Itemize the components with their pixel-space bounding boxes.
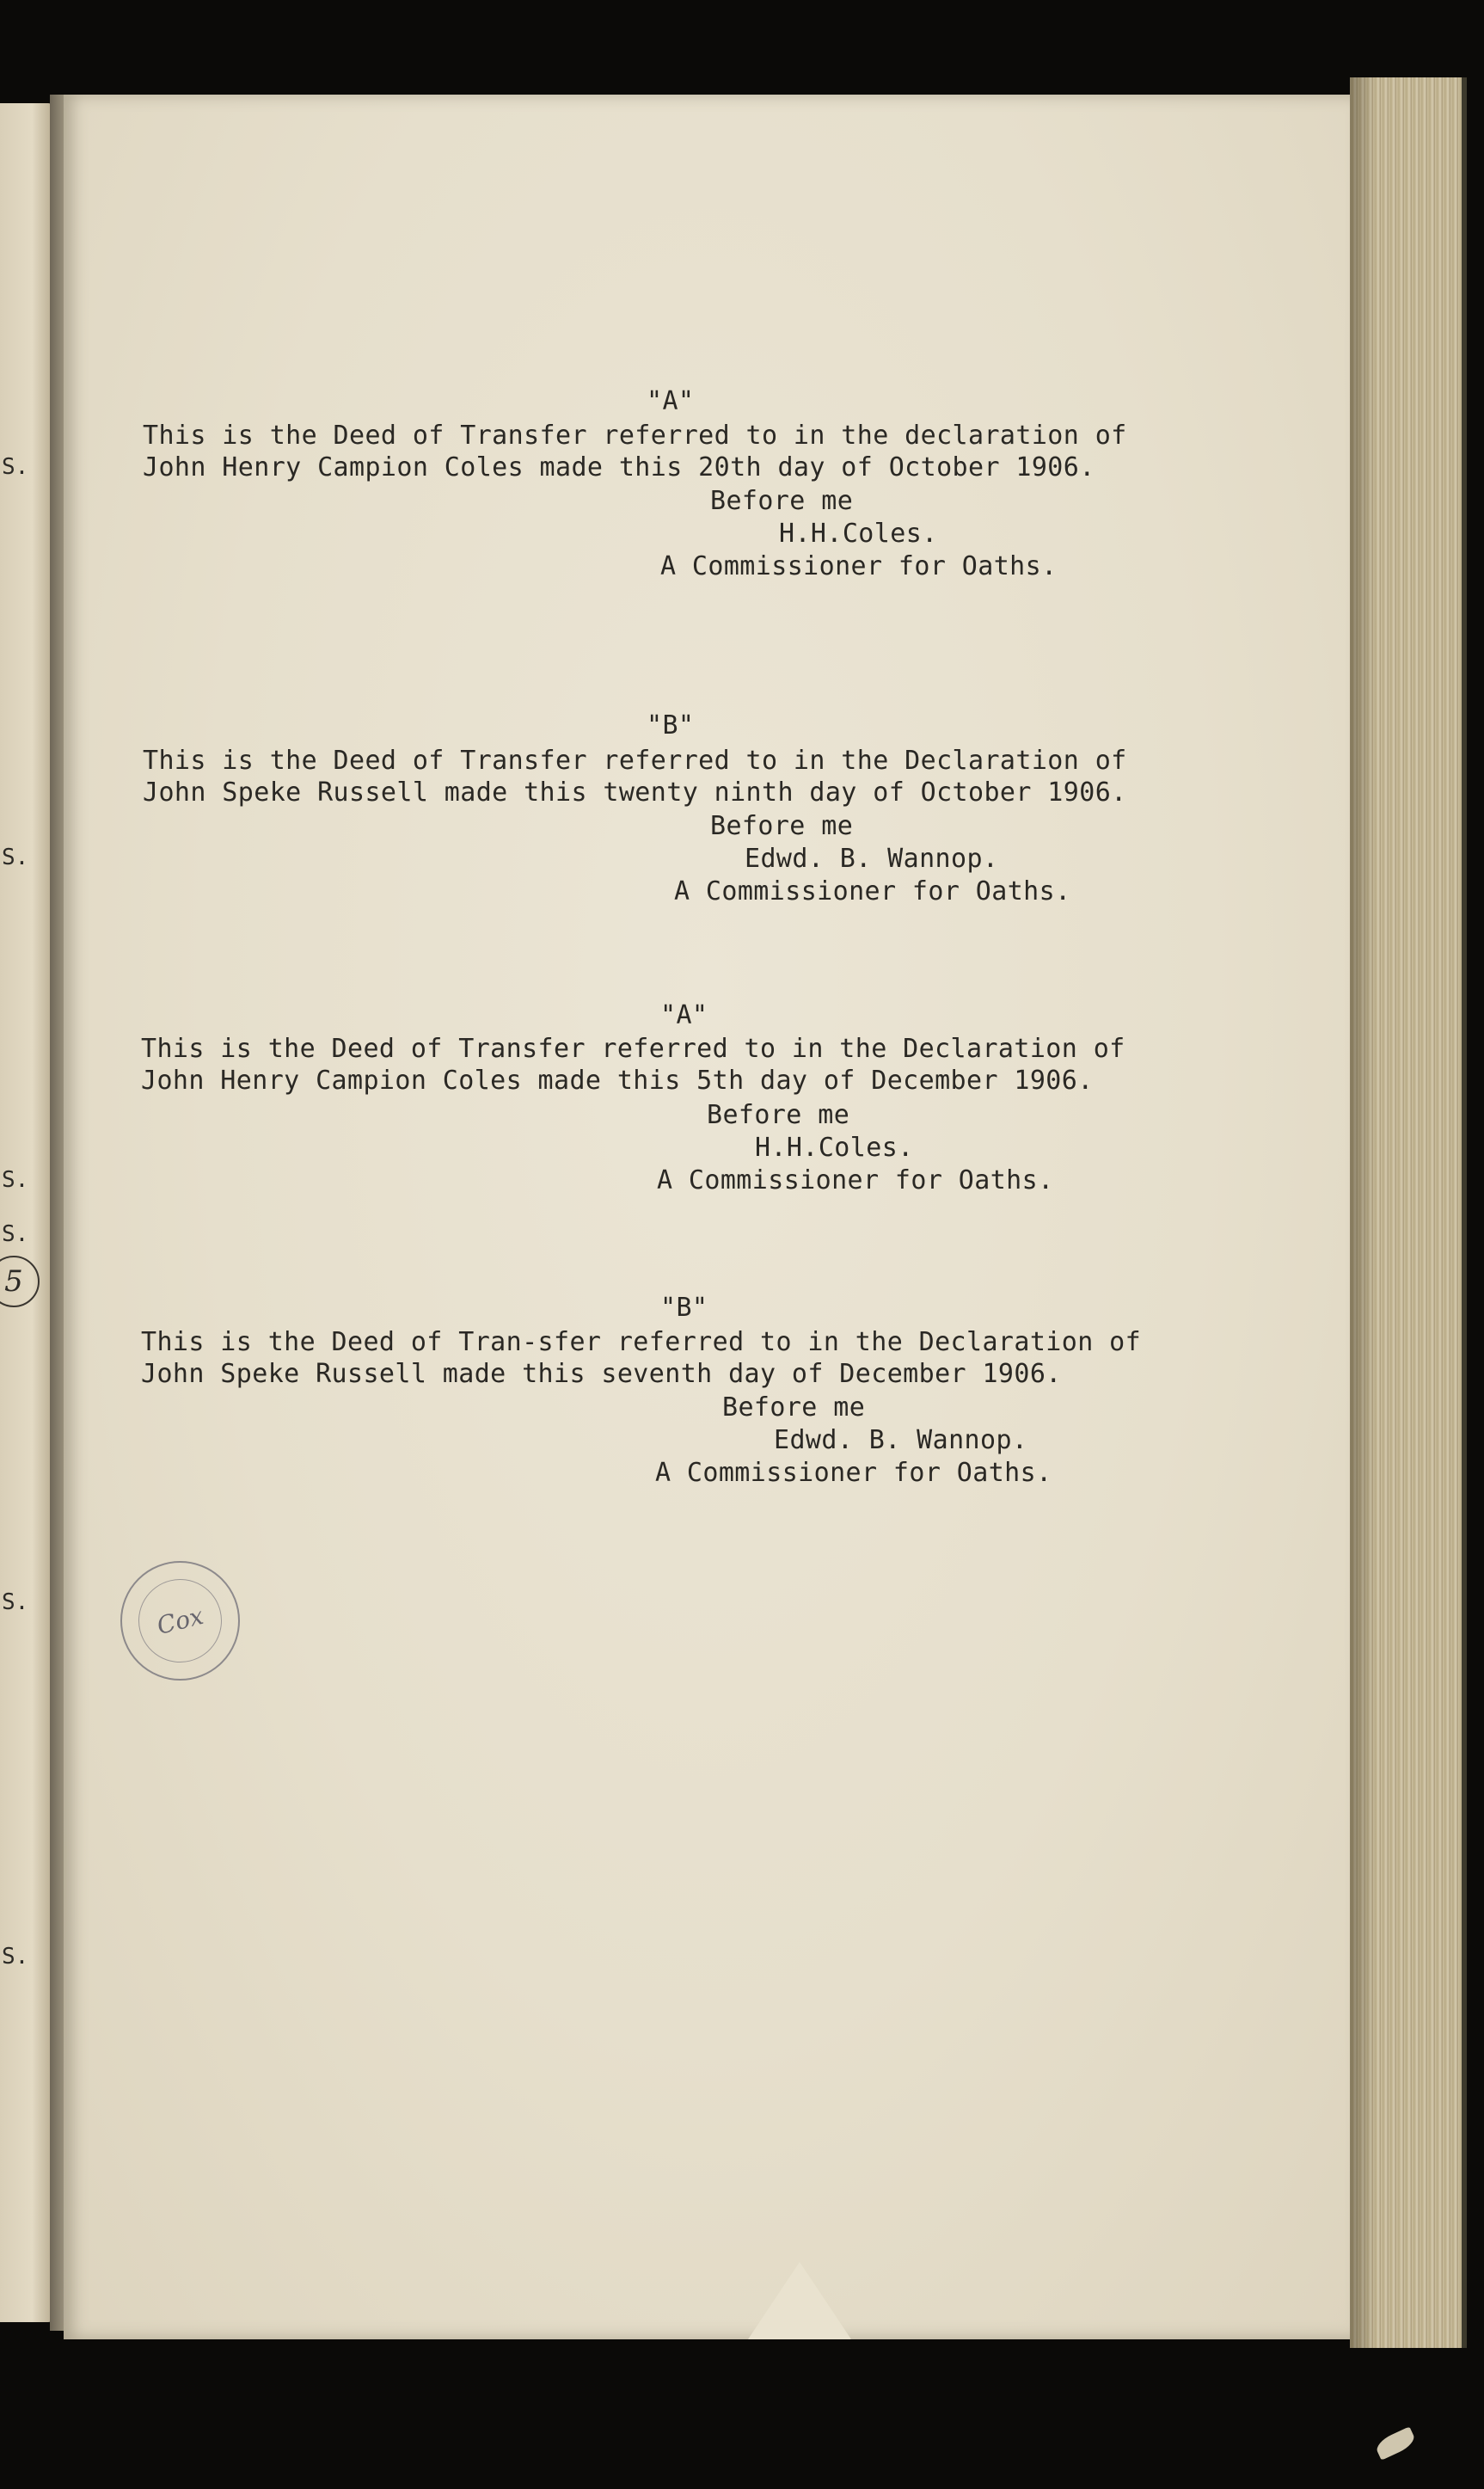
paper-flake bbox=[1374, 2426, 1418, 2460]
left-margin-mark: S. bbox=[2, 845, 29, 870]
commissioner-title: A Commissioner for Oaths. bbox=[655, 1458, 1052, 1488]
before-me: Before me bbox=[710, 486, 854, 516]
entry-line: This is the Deed of Transfer referred to in the Declaration of bbox=[141, 1034, 1125, 1064]
left-margin-mark: S. bbox=[2, 454, 29, 480]
entry-line: John Speke Russell made this twenty ninth day of October 1906. bbox=[143, 777, 1127, 808]
entry-line: John Henry Campion Coles made this 5th day of December 1906. bbox=[141, 1066, 1094, 1096]
commissioner-title: A Commissioner for Oaths. bbox=[660, 551, 1058, 581]
stamp-inner-ring bbox=[130, 1570, 231, 1672]
entry-label: "B" bbox=[647, 710, 695, 741]
left-margin-mark: S. bbox=[2, 1167, 29, 1193]
entry-label: "A" bbox=[660, 1000, 708, 1030]
before-me: Before me bbox=[722, 1392, 866, 1423]
left-margin-mark: S. bbox=[2, 1944, 29, 1970]
bottom-tab-fold bbox=[748, 2262, 851, 2339]
entry-line: John Speke Russell made this seventh day of December 1906. bbox=[141, 1359, 1062, 1389]
signatory-name: Edwd. B. Wannop. bbox=[774, 1425, 1028, 1455]
signatory-name: H.H.Coles. bbox=[779, 519, 938, 549]
commissioner-title: A Commissioner for Oaths. bbox=[674, 876, 1071, 906]
left-page-edge bbox=[0, 103, 53, 2322]
registry-stamp bbox=[120, 1561, 240, 1681]
left-circled-number: 5 bbox=[0, 1256, 40, 1307]
entry-line: This is the Deed of Transfer referred to in the declaration of bbox=[143, 421, 1127, 451]
entry-line: This is the Deed of Transfer referred to in the Declaration of bbox=[143, 746, 1127, 776]
entry-label: "A" bbox=[647, 386, 695, 416]
left-margin-mark: S. bbox=[2, 1589, 29, 1615]
commissioner-title: A Commissioner for Oaths. bbox=[657, 1165, 1054, 1195]
signatory-name: H.H.Coles. bbox=[755, 1133, 914, 1163]
entry-line: John Henry Campion Coles made this 20th day of October 1906. bbox=[143, 452, 1095, 482]
before-me: Before me bbox=[710, 811, 854, 841]
entry-line: This is the Deed of Tran-sfer referred to in the Declaration of bbox=[141, 1327, 1142, 1357]
before-me: Before me bbox=[707, 1100, 850, 1130]
signatory-name: Edwd. B. Wannop. bbox=[745, 844, 999, 874]
stamp-signature: Cox bbox=[154, 1601, 206, 1641]
page-stack-shadow bbox=[1350, 77, 1376, 2348]
entry-label: "B" bbox=[660, 1293, 708, 1323]
left-margin-mark: S. bbox=[2, 1221, 29, 1247]
